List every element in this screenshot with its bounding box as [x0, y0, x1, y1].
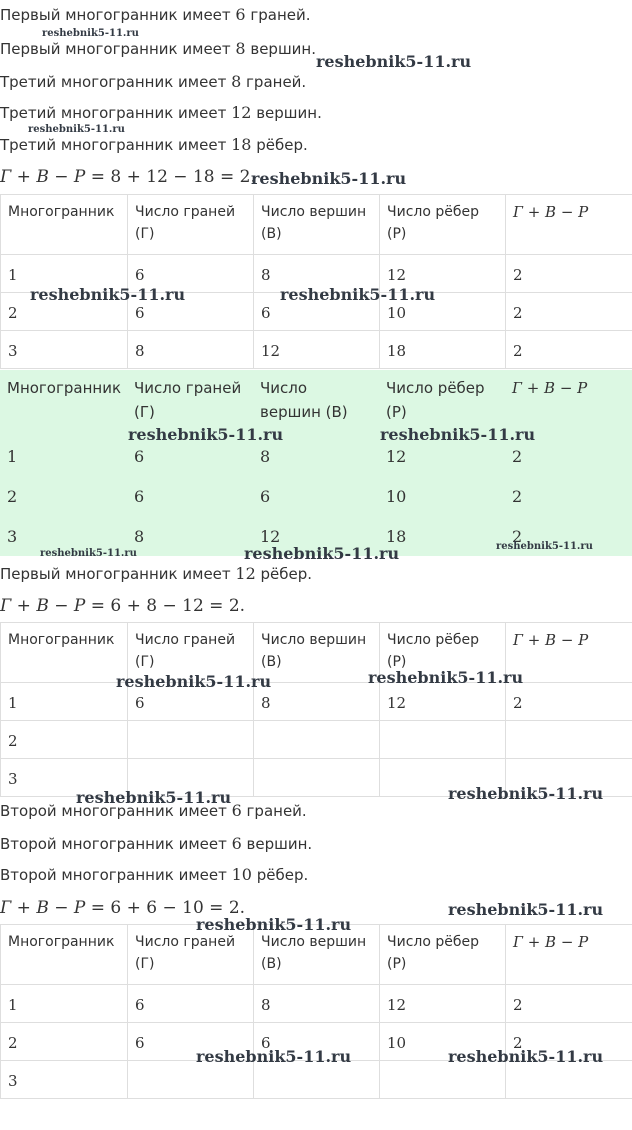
header-cell: Г + В − Р: [512, 379, 588, 397]
watermark: reshebnik5-11.ru: [280, 285, 436, 304]
header-cell: Многогранник: [1, 925, 128, 985]
watermark: reshebnik5-11.ru: [448, 1047, 604, 1066]
euler-formula: Г + В − Р = 6 + 8 − 12 = 2.: [0, 596, 246, 616]
table-header-row: [1, 195, 632, 255]
watermark: reshebnik5-11.ru: [251, 169, 407, 188]
table-cell: 6: [128, 683, 254, 721]
table-cell: 2: [506, 255, 632, 293]
table-cell: 6: [128, 1023, 254, 1061]
table-cell: [254, 759, 380, 797]
watermark: reshebnik5-11.ru: [40, 548, 137, 559]
polyhedra-table-highlighted: [0, 370, 632, 556]
table-cell: 12: [380, 683, 506, 721]
watermark: reshebnik5-11.ru: [244, 544, 400, 563]
watermark: reshebnik5-11.ru: [128, 425, 284, 444]
table-cell: 8: [134, 527, 145, 546]
watermark: reshebnik5-11.ru: [380, 425, 536, 444]
table-cell: 12: [386, 447, 407, 466]
table-cell: 2: [506, 683, 632, 721]
table-cell: 1: [1, 683, 128, 721]
statement-line: Первый многогранник имеет 12 рёбер.: [0, 564, 313, 583]
table-cell: [380, 1061, 506, 1099]
watermark: reshebnik5-11.ru: [368, 668, 524, 687]
table-cell: 18: [386, 527, 407, 546]
table-cell: 6: [134, 487, 145, 506]
table-cell: 18: [380, 331, 506, 369]
table-cell: [380, 721, 506, 759]
table-cell: 1: [7, 447, 18, 466]
watermark: reshebnik5-11.ru: [448, 784, 604, 803]
table-cell: 8: [254, 255, 380, 293]
table-cell: 1: [1, 985, 128, 1023]
watermark: reshebnik5-11.ru: [316, 52, 472, 71]
watermark: reshebnik5-11.ru: [30, 285, 186, 304]
watermark: reshebnik5-11.ru: [28, 124, 125, 135]
table-cell: 2: [506, 331, 632, 369]
header-cell: Число рёбер (Р): [380, 925, 506, 985]
table-cell: [128, 721, 254, 759]
table-cell: 3: [1, 331, 128, 369]
polyhedra-table: [0, 924, 632, 1099]
table-cell: 6: [254, 293, 380, 331]
table-cell: 8: [128, 331, 254, 369]
table-cell: 6: [134, 447, 145, 466]
watermark: reshebnik5-11.ru: [448, 900, 604, 919]
watermark: reshebnik5-11.ru: [76, 788, 232, 807]
table-cell: 12: [260, 527, 281, 546]
table-cell: 2: [506, 1023, 632, 1061]
table-cell: 2: [7, 487, 18, 506]
euler-formula: Г + В − Р = 8 + 12 − 18 = 2.: [0, 167, 256, 187]
table-header-row: [0, 370, 632, 436]
table-cell: 1: [1, 255, 128, 293]
header-cell: Г + В − Р: [506, 623, 632, 683]
header-cell: Число рёбер (Р): [380, 195, 506, 255]
statement-line: Первый многогранник имеет 6 граней.: [0, 5, 311, 24]
table-cell: [506, 1061, 632, 1099]
statement-line: Второй многогранник имеет 6 вершин.: [0, 834, 313, 853]
table-cell: 2: [1, 1023, 128, 1061]
table-cell: 12: [380, 985, 506, 1023]
statement-line: Третий многогранник имеет 8 граней.: [0, 72, 307, 91]
header-cell: Число вершин (В): [254, 925, 380, 985]
table-cell: 2: [506, 985, 632, 1023]
header-cell: Число вершин (В): [260, 379, 348, 421]
header-cell: Многогранник: [1, 623, 128, 683]
table-row: [1, 683, 632, 721]
polyhedra-table: [0, 622, 632, 797]
watermark: reshebnik5-11.ru: [116, 672, 272, 691]
table-cell: 12: [380, 255, 506, 293]
table-cell: 2: [506, 293, 632, 331]
header-cell: Число вершин (В): [254, 623, 380, 683]
table-cell: 2: [512, 487, 523, 506]
table-cell: [254, 721, 380, 759]
statement-line: Второй многогранник имеет 6 граней.: [0, 801, 307, 820]
table-row: [0, 476, 632, 516]
watermark: reshebnik5-11.ru: [196, 915, 352, 934]
watermark: reshebnik5-11.ru: [496, 541, 593, 552]
table-cell: [506, 721, 632, 759]
header-cell: Число граней (Г): [128, 623, 254, 683]
table-cell: 2: [1, 293, 128, 331]
header-cell: Многогранник: [7, 379, 122, 397]
statement-line: Третий многогранник имеет 12 вершин.: [0, 103, 322, 122]
statement-line: Первый многогранник имеет 8 вершин.: [0, 39, 317, 58]
table-cell: [254, 1061, 380, 1099]
statement-line: Второй многогранник имеет 10 рёбер.: [0, 865, 309, 884]
header-cell: Г + В − Р: [506, 925, 632, 985]
polyhedra-table: [0, 194, 632, 369]
table-cell: 6: [128, 293, 254, 331]
watermark: reshebnik5-11.ru: [196, 1047, 352, 1066]
table-cell: 8: [254, 985, 380, 1023]
table-cell: 10: [386, 487, 407, 506]
table-cell: 2: [1, 721, 128, 759]
statement-line: Третий многогранник имеет 18 рёбер.: [0, 135, 308, 154]
table-cell: 12: [254, 331, 380, 369]
header-cell: Г + В − Р: [506, 195, 632, 255]
table-header-row: [1, 623, 632, 683]
table-cell: 3: [1, 759, 128, 797]
header-cell: Число граней (Г): [128, 925, 254, 985]
table-row: [1, 985, 632, 1023]
table-cell: 6: [128, 985, 254, 1023]
table-cell: 8: [260, 447, 271, 466]
table-cell: 8: [254, 683, 380, 721]
table-cell: 3: [1, 1061, 128, 1099]
header-cell: Число рёбер (Р): [386, 379, 485, 421]
table-row: [1, 721, 632, 759]
table-row: [1, 1061, 632, 1099]
table-cell: [128, 1061, 254, 1099]
table-cell: 6: [254, 1023, 380, 1061]
watermark: reshebnik5-11.ru: [42, 28, 139, 39]
table-cell: 10: [380, 1023, 506, 1061]
table-cell: 2: [512, 447, 523, 466]
table-cell: 10: [380, 293, 506, 331]
euler-formula: Г + В − Р = 6 + 6 − 10 = 2.: [0, 898, 246, 918]
header-cell: Число граней (Г): [134, 379, 242, 421]
table-cell: 6: [260, 487, 271, 506]
header-cell: Число вершин (В): [254, 195, 380, 255]
table-cell: 2: [512, 527, 523, 546]
header-cell: Число граней (Г): [128, 195, 254, 255]
header-cell: Многогранник: [1, 195, 128, 255]
table-row: [0, 436, 632, 476]
table-cell: 6: [128, 255, 254, 293]
table-row: [1, 331, 632, 369]
table-cell: 3: [7, 527, 18, 546]
header-cell: Число рёбер (Р): [380, 623, 506, 683]
